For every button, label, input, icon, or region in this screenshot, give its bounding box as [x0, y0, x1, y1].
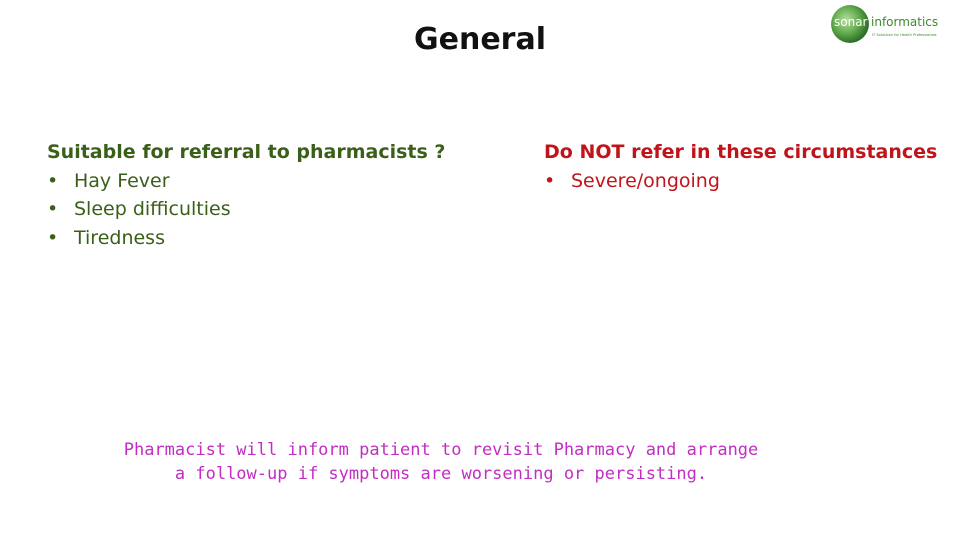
- list-item: [47, 224, 445, 253]
- bullet: •: [47, 169, 59, 192]
- slide-title: General: [414, 22, 546, 57]
- list-item: [47, 167, 445, 196]
- note-line-2: a follow-up if symptoms are worsening or persisting.: [174, 464, 708, 484]
- list-item: [544, 167, 937, 196]
- do-not-refer-section: [544, 138, 937, 195]
- list-item-label: Hay Fever: [74, 169, 170, 192]
- bullet: •: [47, 198, 59, 220]
- logo-brand-part2: informatics: [871, 15, 939, 29]
- note-line-1: Pharmacist will inform patient to revisit Pharmacy and arrange: [123, 440, 759, 460]
- list-item-label: Sleep difficulties: [74, 198, 231, 220]
- list-item: [47, 195, 445, 224]
- bullet: •: [47, 226, 59, 249]
- logo-tagline: IT Solutions for Health Professionals: [872, 33, 937, 37]
- list-item-label: Severe/ongoing: [571, 169, 720, 192]
- do-not-refer-list: [544, 167, 937, 196]
- suitable-referral-section: [47, 138, 445, 252]
- sonar-informatics-logo: [828, 4, 956, 44]
- suitable-referral-heading: Suitable for referral to pharmacists ?: [47, 141, 446, 163]
- pharmacist-follow-up-note: [0, 438, 882, 486]
- do-not-refer-heading: Do NOT refer in these circumstances: [544, 141, 938, 163]
- bullet: •: [544, 169, 556, 192]
- suitable-referral-list: [47, 167, 445, 253]
- list-item-label: Tiredness: [74, 226, 165, 249]
- logo-brand-part1: sonar: [834, 15, 868, 29]
